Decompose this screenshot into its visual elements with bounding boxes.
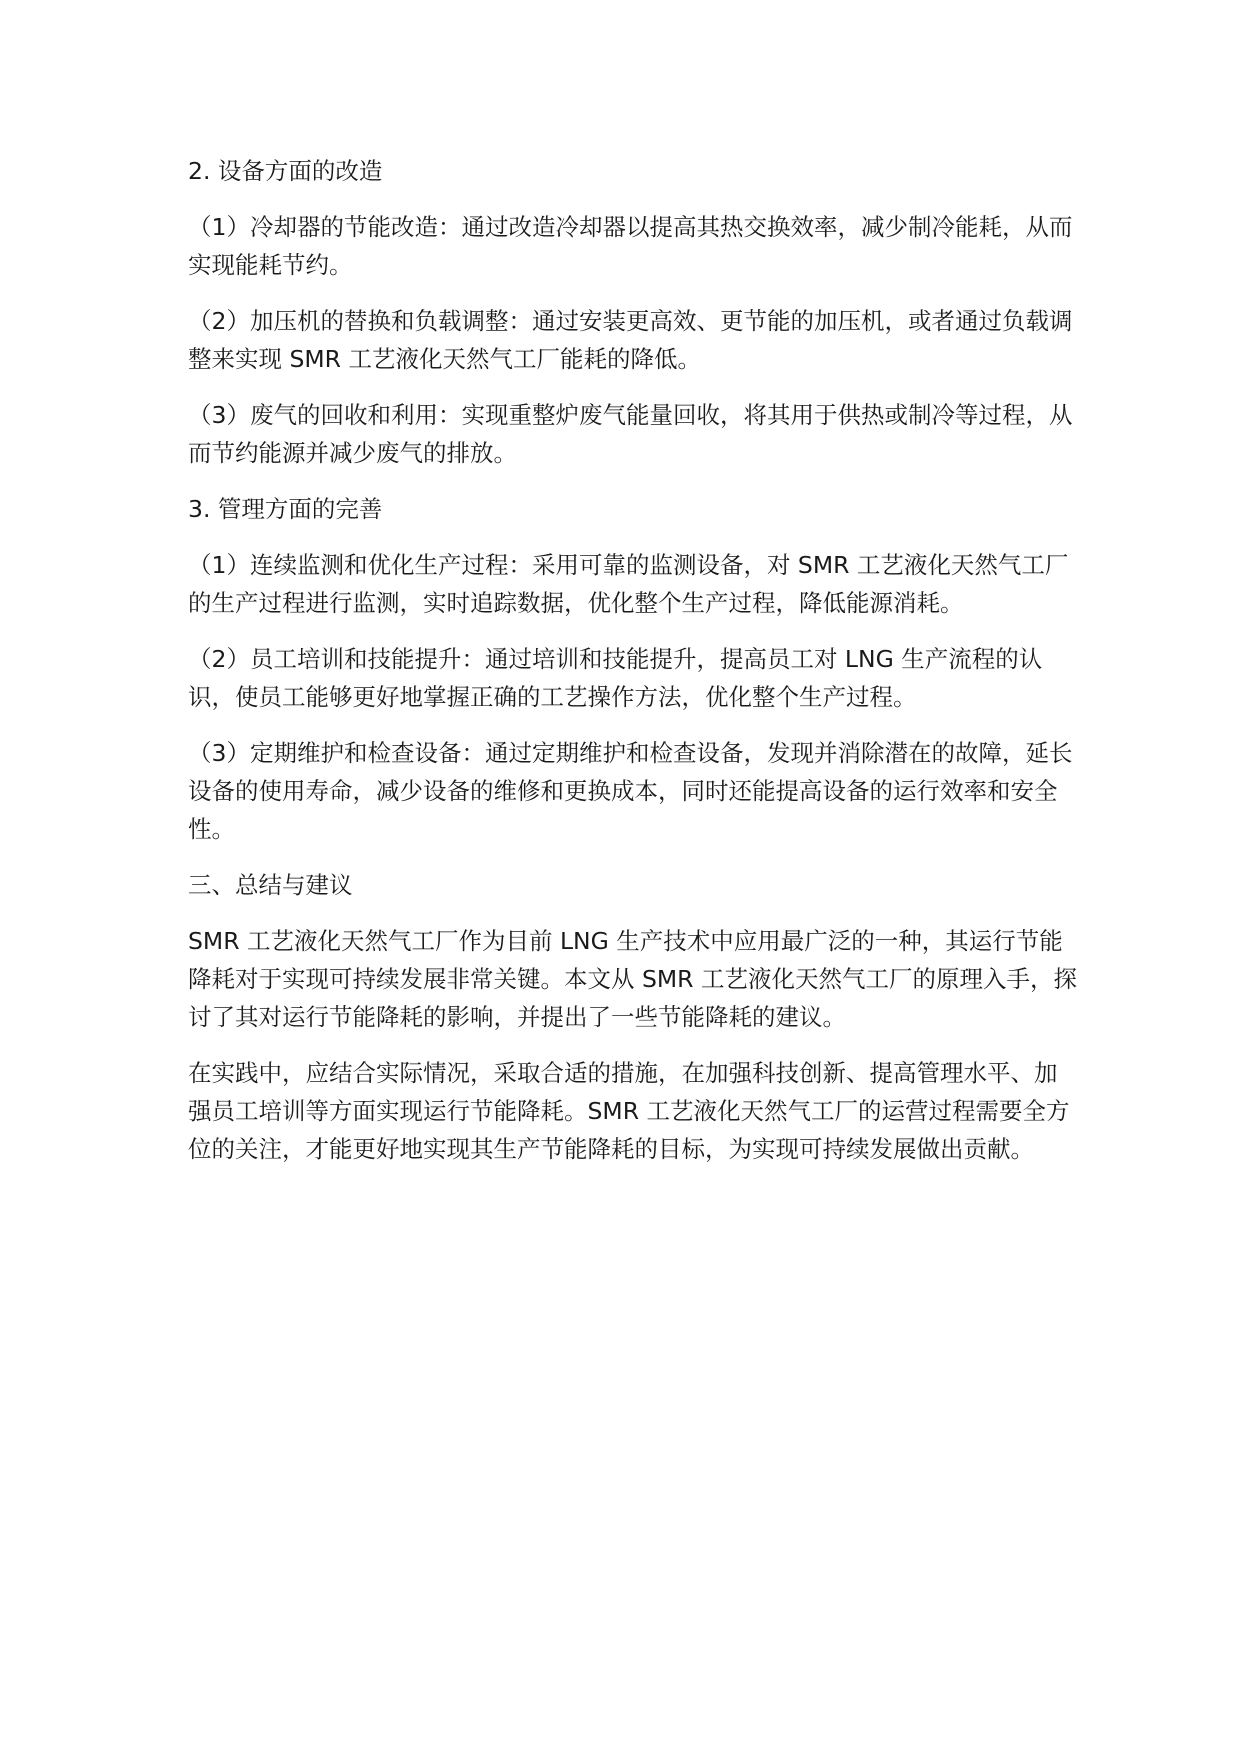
paragraph: （1）冷却器的节能改造：通过改造冷却器以提高其热交换效率，减少制冷能耗，从而实现能耗节约。	[188, 213, 1073, 279]
section-heading-management: 3. 管理方面的完善	[188, 495, 383, 523]
section-heading-equipment: 2. 设备方面的改造	[188, 157, 383, 185]
paragraph: （2）员工培训和技能提升：通过培训和技能提升，提高员工对 LNG 生产流程的认识，使员工能够更好地掌握正确的工艺操作方法，优化整个生产过程。	[188, 645, 1043, 711]
document-body	[188, 152, 1078, 1186]
paragraph: SMR 工艺液化天然气工厂作为目前 LNG 生产技术中应用最广泛的一种，其运行节能降耗对于实现可持续发展非常关键。本文从 SMR 工艺液化天然气工厂的原理入手，探讨了其对运行节能降耗的影响，并提出了一些节能降耗的建议。	[188, 927, 1077, 1031]
paragraph: 在实践中，应结合实际情况，采取合适的措施，在加强科技创新、提高管理水平、加强员工培训等方面实现运行节能降耗。SMR 工艺液化天然气工厂的运营过程需要全方位的关注，才能更好地实现其生产节能降耗的目标，为实现可持续发展做出贡献。	[188, 1059, 1070, 1163]
paragraph: （3）废气的回收和利用：实现重整炉废气能量回收，将其用于供热或制冷等过程，从而节约能源并减少废气的排放。	[188, 401, 1073, 467]
paragraph: （1）连续监测和优化生产过程：采用可靠的监测设备，对 SMR 工艺液化天然气工厂的生产过程进行监测，实时追踪数据，优化整个生产过程，降低能源消耗。	[188, 551, 1069, 617]
paragraph: （3）定期维护和检查设备：通过定期维护和检查设备，发现并消除潜在的故障，延长设备的使用寿命，减少设备的维修和更换成本，同时还能提高设备的运行效率和安全性。	[188, 739, 1073, 843]
paragraph: （2）加压机的替换和负载调整：通过安装更高效、更节能的加压机，或者通过负载调整来实现 SMR 工艺液化天然气工厂能耗的降低。	[188, 307, 1073, 373]
section-heading-conclusion: 三、总结与建议	[188, 871, 353, 899]
